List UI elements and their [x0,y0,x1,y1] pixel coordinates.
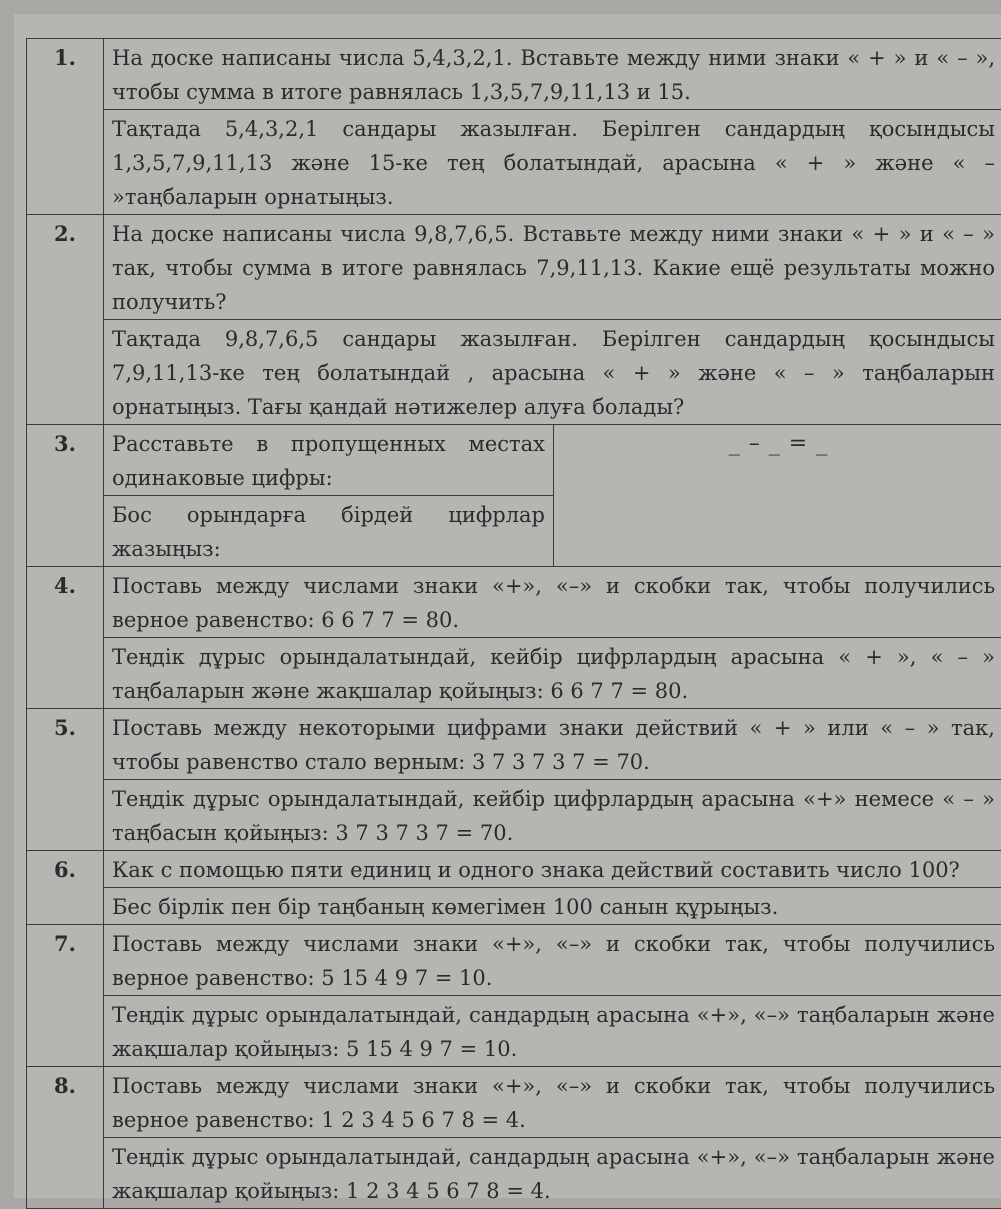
task-text-kz: Теңдік дұрыс орындалатындай, сандардың арасына «+», «–» таңбаларын және жақшалар қойыңыз: 5 15 4 9 7 = 10. [104,996,1001,1067]
task-text-kz: Бос орындарға бірдей цифрлар жазыңыз: [104,496,554,567]
task-text-ru: Поставь между числами знаки «+», «–» и скобки так, чтобы получились верное равенство: 6 6 7 7 = 80. [104,567,1001,638]
task-number: 3. [27,425,104,567]
task-text-kz: Тақтада 5,4,3,2,1 сандары жазылған. Берілген сандардың қосындысы 1,3,5,7,9,11,13 және 15-ке тең болатындай, арасына « + » және « – »таңбаларын орнатыңыз. [104,110,1001,215]
task-text-ru: Поставь между числами знаки «+», «–» и скобки так, чтобы получились верное равенство: 5 15 4 9 7 = 10. [104,925,1001,996]
task-text-ru: Расставьте в пропущенных местах одинаковые цифры: [104,425,554,496]
task-text-ru: Поставь между числами знаки «+», «–» и скобки так, чтобы получились верное равенство: 1 2 3 4 5 6 7 8 = 4. [104,1067,1001,1138]
task-text-kz: Теңдік дұрыс орындалатындай, кейбір цифрлардың арасына «+» немесе « – » таңбасын қойыңыз: 3 7 3 7 3 7 = 70. [104,780,1001,851]
task-text-kz: Бес бірлік пен бір таңбаның көмегімен 100 санын құрыңыз. [104,888,1001,925]
task-row-1-ru [27,39,1001,110]
worksheet-page [14,14,1001,1198]
task-row-1-kz [27,110,1001,215]
task-text-ru: Как с помощью пяти единиц и одного знака действий составить число 100? [104,851,1001,888]
task-text-ru: Поставь между некоторыми цифрами знаки действий « + » или « – » так, чтобы равенство стало верным: 3 7 3 7 3 7 = 70. [104,709,1001,780]
task-row-5-kz [27,780,1001,851]
task-row-4-ru [27,567,1001,638]
task-number: 1. [27,39,104,215]
task-text-kz: Тақтада 9,8,7,6,5 сандары жазылған. Берілген сандардың қосындысы 7,9,11,13-ке тең болатындай , арасына « + » және « – » таңбаларын орнатыңыз. Тағы қандай нәтижелер алуға болады? [104,320,1001,425]
task-row-6-ru [27,851,1001,888]
task-row-2-ru [27,215,1001,320]
task-number: 8. [27,1067,104,1209]
task-number: 7. [27,925,104,1067]
task-text-ru: На доске написаны числа 9,8,7,6,5. Вставьте между ними знаки « + » и « – » так, чтобы сумма в итоге равнялась 7,9,11,13. Какие ещё результаты можно получить? [104,215,1001,320]
task-text-kz: Теңдік дұрыс орындалатындай, кейбір цифрлардың арасына « + », « – » таңбаларын және жақшалар қойыңыз: 6 6 7 7 = 80. [104,638,1001,709]
task-text-kz: Теңдік дұрыс орындалатындай, сандардың арасына «+», «–» таңбаларын және жақшалар қойыңыз: 1 2 3 4 5 6 7 8 = 4. [104,1138,1001,1209]
task-row-5-ru [27,709,1001,780]
task-number: 5. [27,709,104,851]
task-row-7-ru [27,925,1001,996]
task-equation-blanks: _ – _ = _ [554,425,1001,567]
task-row-2-kz [27,320,1001,425]
task-number: 6. [27,851,104,925]
task-number: 4. [27,567,104,709]
task-number: 2. [27,215,104,425]
task-text-ru: На доске написаны числа 5,4,3,2,1. Вставьте между ними знаки « + » и « – », чтобы сумма в итоге равнялась 1,3,5,7,9,11,13 и 15. [104,39,1001,110]
task-row-4-kz [27,638,1001,709]
task-row-6-kz [27,888,1001,925]
task-row-3-ru [27,425,1001,496]
task-row-7-kz [27,996,1001,1067]
task-row-8-ru [27,1067,1001,1138]
tasks-table [26,38,1001,1209]
